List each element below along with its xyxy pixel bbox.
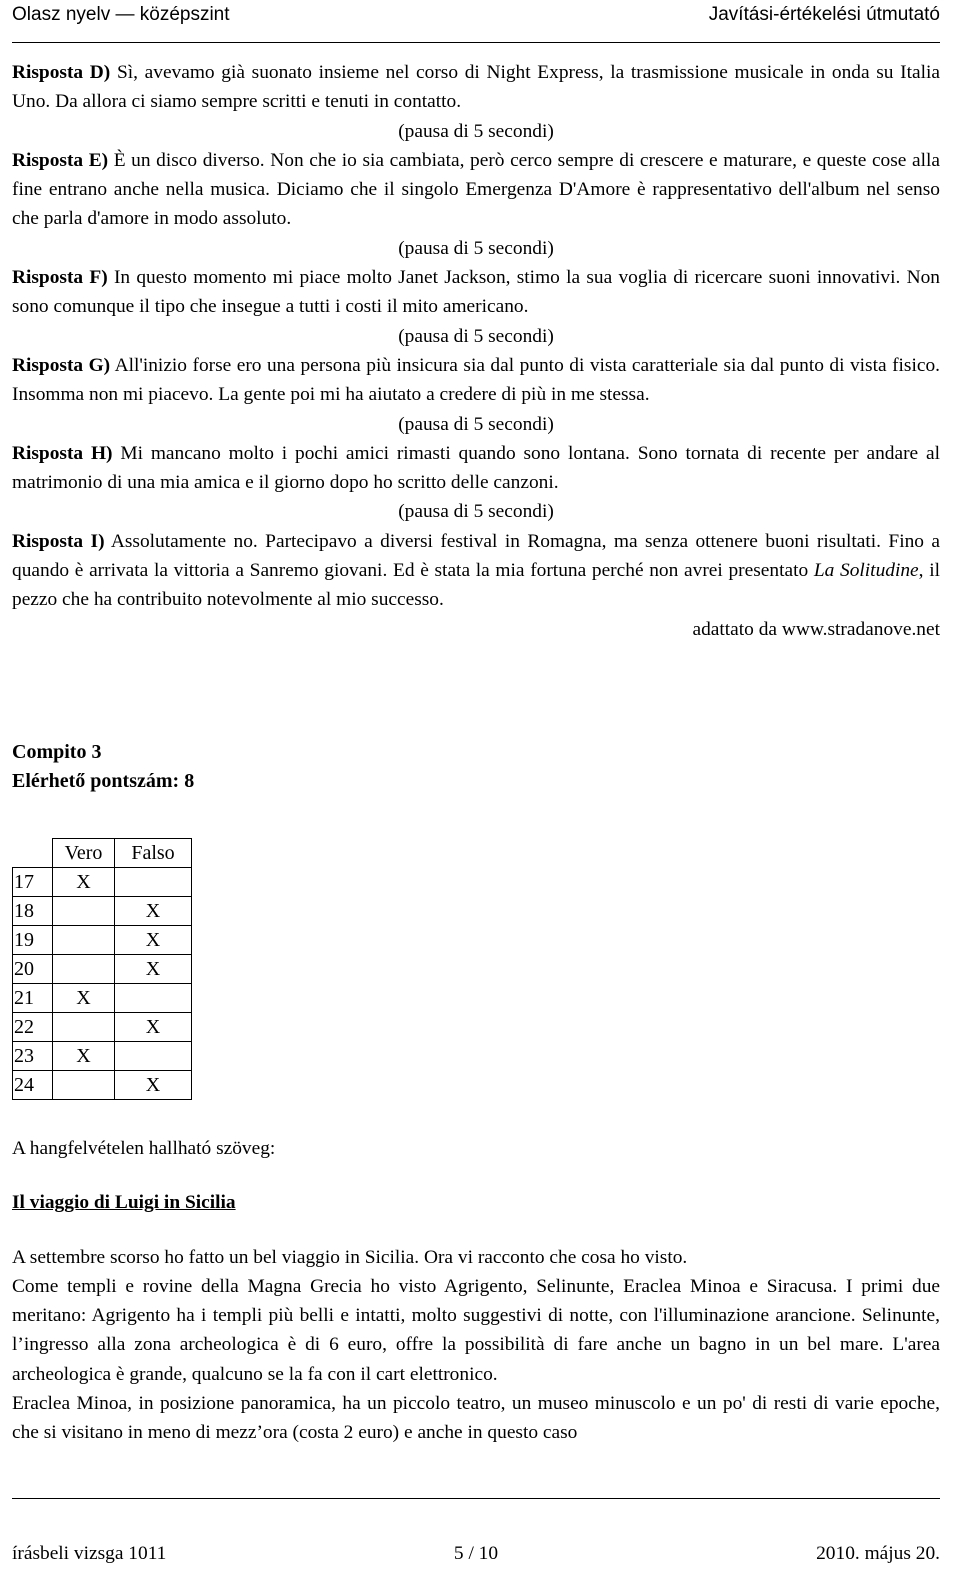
answer-label: Risposta H)	[12, 442, 113, 464]
answer-text: Sì, avevamo già suonato insieme nel corso di Night Express, la trasmissione musicale in onda su Italia Uno. Da allora ci siamo sempre scritti e tenuti in contatto.	[12, 62, 940, 113]
falso-cell: X	[115, 897, 192, 926]
answer-g	[12, 351, 940, 410]
answer-label: Risposta D)	[12, 62, 111, 83]
falso-cell	[115, 984, 192, 1013]
item-number: 24	[13, 1071, 53, 1100]
answer-label: Risposta F)	[12, 267, 108, 289]
transcript-paragraph: A settembre scorso ho fatto un bel viaggio in Sicilia. Ora vi racconto che cosa ho visto.	[12, 1246, 688, 1268]
transcript-paragraph: Come templi e rovine della Magna Grecia ho visto Agrigento, Selinunte, Eraclea Minoa e Siracusa. I primi due meritano: Agrigento ha i templi più belli e intatti, molto suggestivi di notte, con l'illuminazione arancione. Selinunte, l’ingresso alla zona archeologica è di 6 euro, offre la possibilità di fare anche un bagno in un bel mare. L'area archeologica è grande, qualcuno se la fa con il cart elettronico.	[12, 1275, 940, 1385]
source-credit: adattato da www.stradanove.net	[692, 618, 940, 640]
item-number: 21	[13, 984, 53, 1013]
table-row	[13, 1013, 192, 1042]
table-row	[13, 926, 192, 955]
footer-page-number: 5 / 10	[453, 1543, 499, 1564]
header-guide-title: Javítási-értékelési útmutató	[708, 4, 940, 25]
header-rule	[12, 42, 940, 43]
answer-label: Risposta G)	[12, 354, 111, 376]
falso-cell: X	[115, 1013, 192, 1042]
answer-d	[12, 58, 940, 117]
item-number: 20	[13, 955, 53, 984]
table-row	[13, 955, 192, 984]
falso-cell	[115, 868, 192, 897]
answer-e	[12, 146, 940, 234]
answer-text: Mi mancano molto i pochi amici rimasti quando sono lontana. Sono tornata di recente per andare al matrimonio di una mia amica e il giorno dopo ho scritto delle canzoni.	[12, 442, 940, 494]
task-title: Compito 3	[12, 741, 102, 763]
vero-cell	[53, 897, 115, 926]
header-subject: Olasz nyelv — középszint	[12, 4, 230, 25]
vero-cell	[53, 1071, 115, 1100]
transcript-intro: A hangfelvételen hallható szöveg:	[12, 1138, 276, 1159]
footer-rule	[12, 1498, 940, 1499]
answer-text: Assolutamente no. Partecipavo a diversi festival in Romagna, ma senza ottenere buoni risultati. Fino a quando è arrivata la vittoria a Sanremo giovani. Ed è stata la mia fortuna perché non avrei presentato	[12, 530, 940, 582]
vero-cell	[53, 955, 115, 984]
pause-note: (pausa di 5 secondi)	[398, 325, 554, 347]
task-heading	[12, 738, 194, 796]
page-header	[12, 0, 940, 38]
song-title: La Solitudine	[813, 560, 919, 582]
item-number: 22	[13, 1013, 53, 1042]
vero-cell: X	[53, 1042, 115, 1071]
item-number: 17	[13, 868, 53, 897]
column-header-falso: Falso	[115, 839, 192, 868]
item-number: 18	[13, 897, 53, 926]
answer-h	[12, 439, 940, 498]
answer-text: In questo momento mi piace molto Janet Jackson, stimo la sua voglia di ricercare suoni innovativi. Non sono comunque il tipo che insegue a tutti i costi il mito americano.	[12, 267, 941, 318]
task-points: Elérhető pontszám: 8	[12, 770, 195, 792]
answer-label: Risposta I)	[12, 530, 105, 552]
answer-text: All'inizio forse ero una persona più insicura sia dal punto di vista caratteriale sia dal punto di vista fisico. Insomma non mi piacevo. La gente poi mi ha aiutato a credere di più in me stessa.	[12, 354, 940, 406]
footer-date: 2010. május 20.	[816, 1543, 940, 1564]
item-number: 19	[13, 926, 53, 955]
transcript-paragraph: Eraclea Minoa, in posizione panoramica, ha un piccolo teatro, un museo minuscolo e un po' di resti di varie epoche, che si visitano in meno di mezz’ora (costa 2 euro) e anche in questo caso	[12, 1393, 940, 1444]
table-row	[13, 1071, 192, 1100]
transcript-body	[12, 1243, 940, 1448]
falso-cell: X	[115, 926, 192, 955]
pause-note: (pausa di 5 secondi)	[398, 237, 554, 259]
column-header-vero: Vero	[53, 839, 115, 868]
falso-cell: X	[115, 1071, 192, 1100]
table-row	[13, 897, 192, 926]
answer-text: È un disco diverso. Non che io sia cambiata, però cerco sempre di crescere e maturare, e queste cose alla fine entrano anche nella musica. Diciamo che il singolo Emergenza D'Amore è rappresentativo dell'album nel senso che parla d'amore in modo assoluto.	[12, 149, 940, 230]
transcript-title: Il viaggio di Luigi in Sicilia	[12, 1192, 236, 1214]
table-corner-cell	[13, 839, 53, 868]
vero-cell	[53, 926, 115, 955]
item-number: 23	[13, 1042, 53, 1071]
falso-cell: X	[115, 955, 192, 984]
table-row	[13, 868, 192, 897]
answer-key-table	[12, 838, 192, 1100]
table-header-row	[13, 839, 192, 868]
vero-cell: X	[53, 868, 115, 897]
table-row	[13, 1042, 192, 1071]
answer-i	[12, 527, 940, 615]
answer-f	[12, 263, 940, 322]
table-row	[13, 984, 192, 1013]
pause-note: (pausa di 5 secondi)	[398, 120, 554, 142]
answer-label: Risposta E)	[12, 149, 109, 171]
falso-cell	[115, 1042, 192, 1071]
pause-note: (pausa di 5 secondi)	[398, 501, 554, 523]
answers-section	[12, 58, 940, 644]
vero-cell: X	[53, 984, 115, 1013]
answer-text: , il pezzo che ha contribuito notevolmente al mio successo.	[12, 560, 940, 611]
transcript-section	[12, 1134, 940, 1448]
pause-note: (pausa di 5 secondi)	[398, 413, 554, 435]
footer-exam-code: írásbeli vizsga 1011	[12, 1543, 167, 1564]
vero-cell	[53, 1013, 115, 1042]
